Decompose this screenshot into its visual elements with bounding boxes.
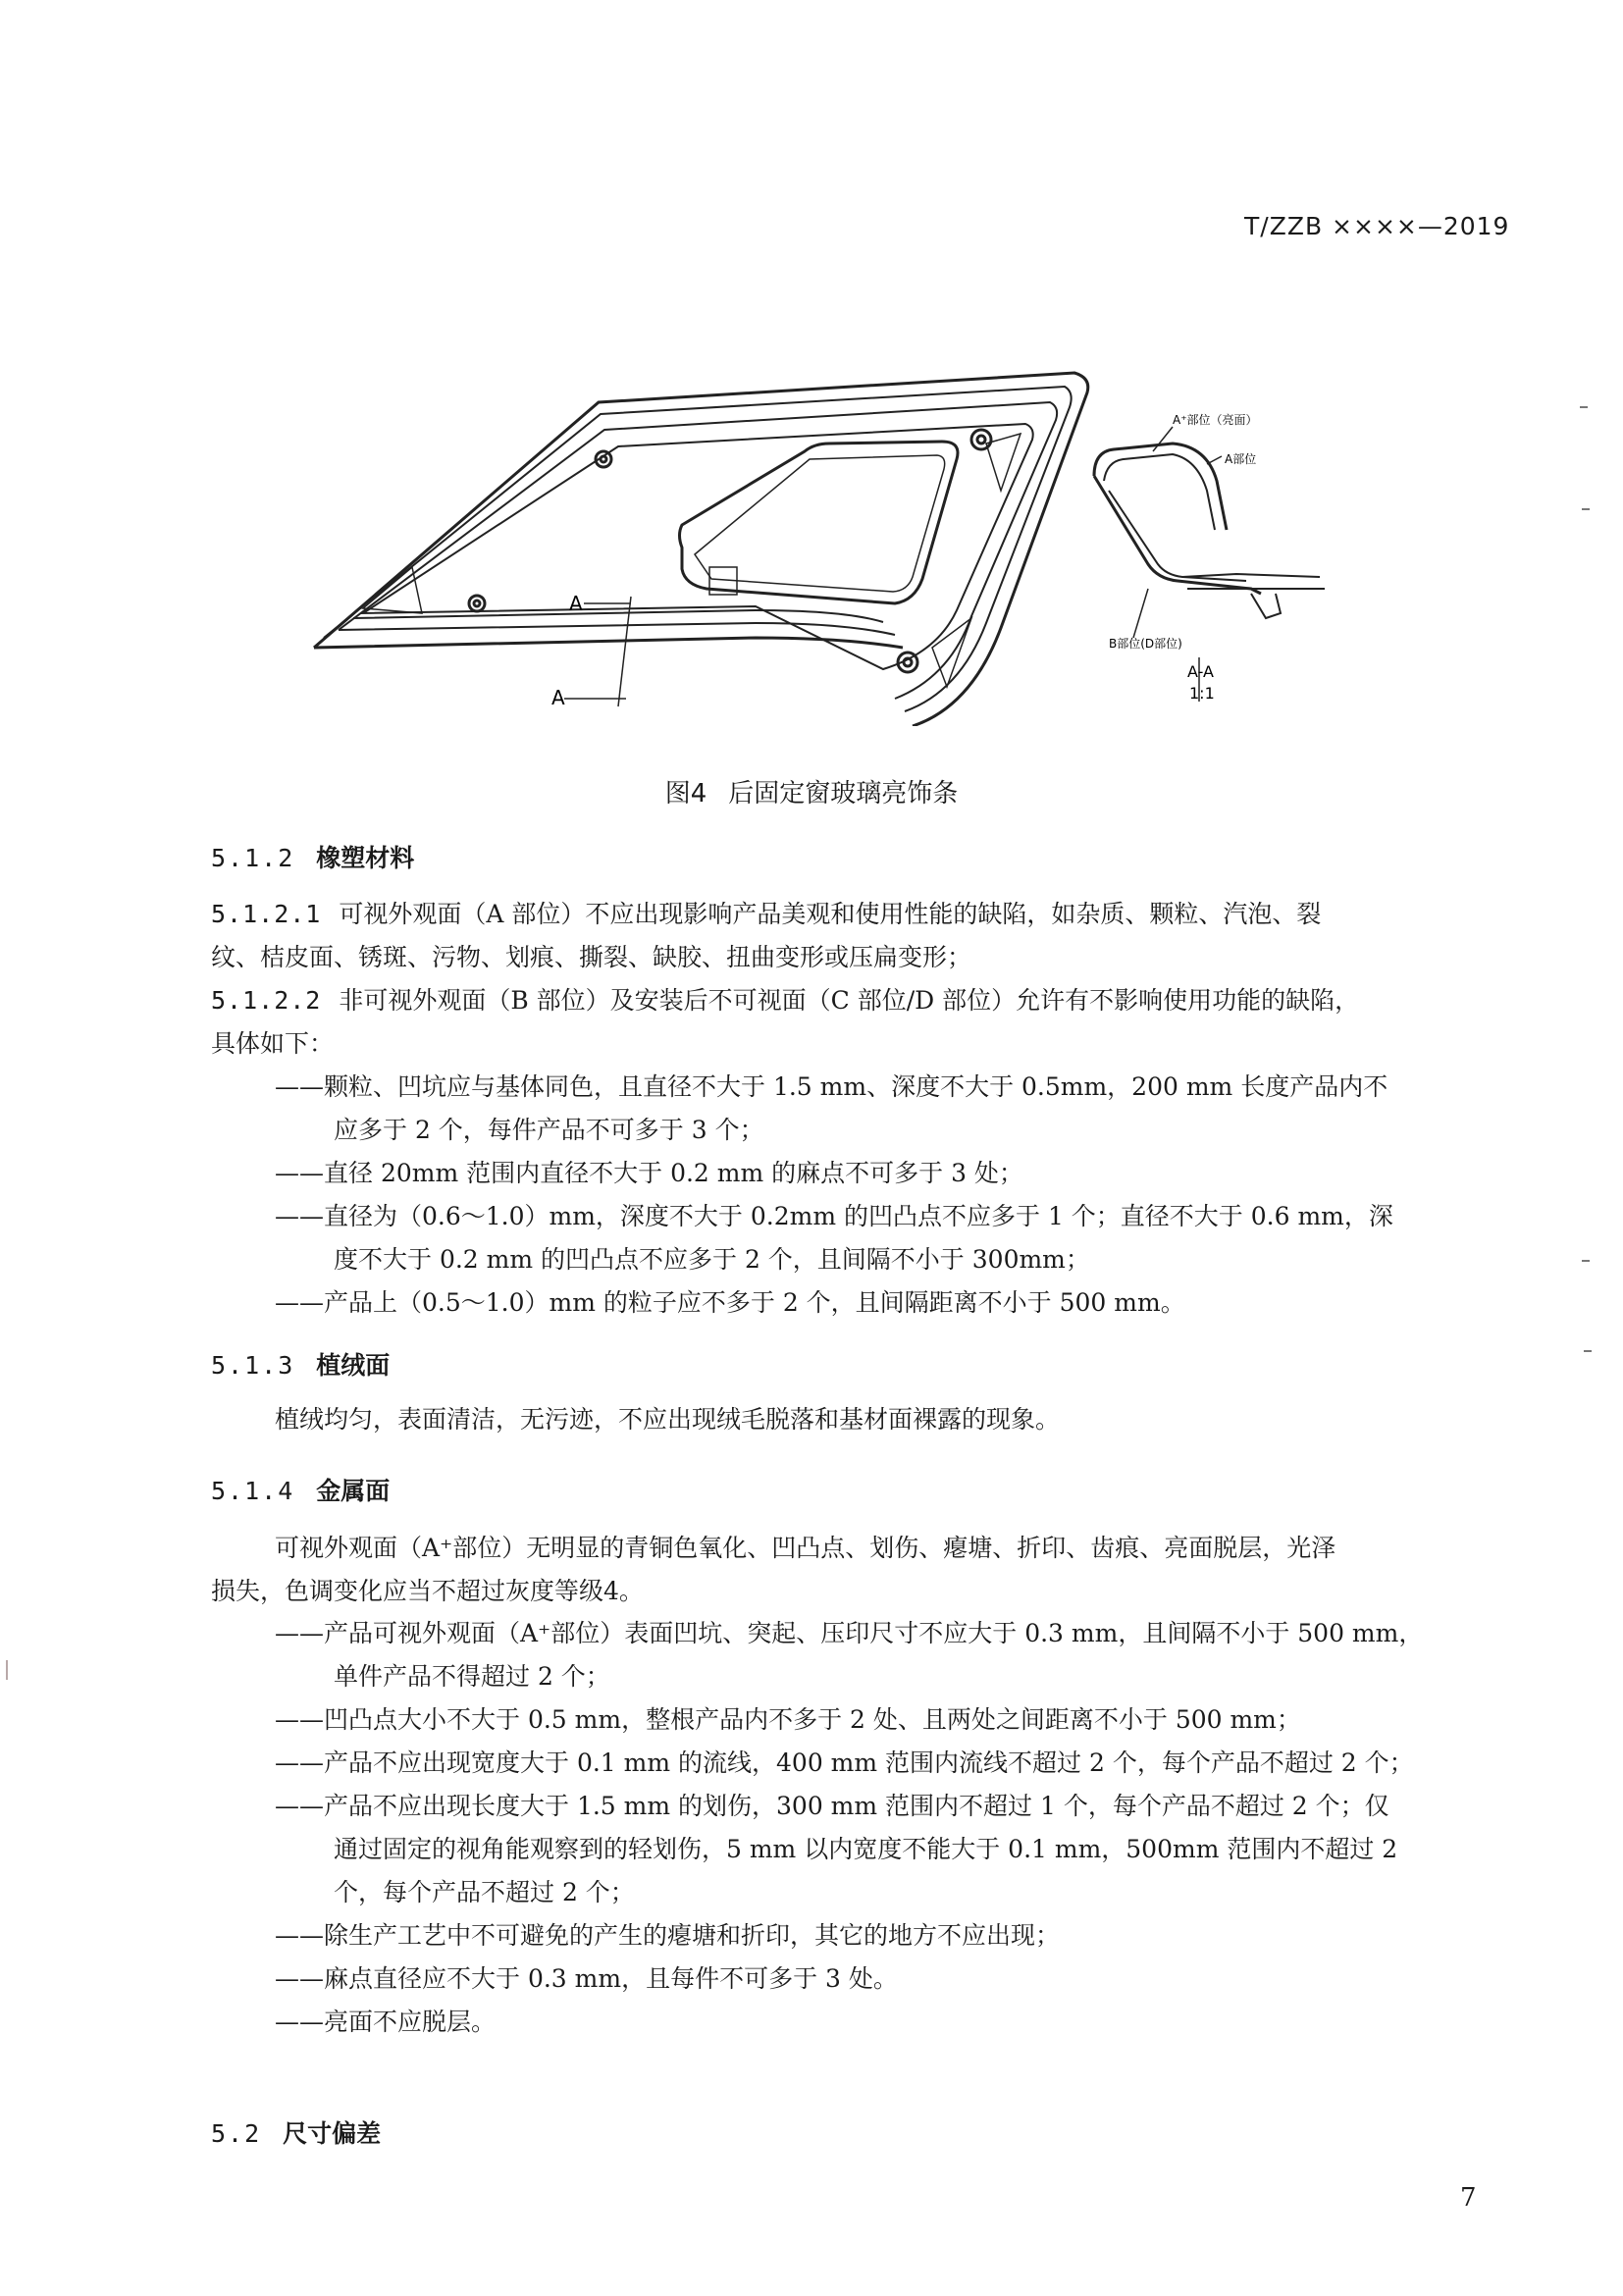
page-number: 7	[1460, 2183, 1477, 2213]
list-item: ——凹凸点大小不大于 0.5 mm，整根产品内不多于 2 处、且两处之间距离不小于 500 mm；	[275, 1705, 1301, 1734]
section-marker-a-bottom: A	[551, 686, 565, 709]
list-item: ——产品不应出现宽度大于 0.1 mm 的流线，400 mm 范围内流线不超过 2 个，每个产品不超过 2 个；	[275, 1748, 1414, 1777]
scale-label: 1:1	[1189, 684, 1215, 703]
figure-number: 图4	[664, 779, 707, 809]
list-item: ——产品上（0.5～1.0）mm 的粒子应不多于 2 个，且间隔距离不小于 500 mm。	[275, 1288, 1185, 1317]
list-item: ——直径 20mm 范围内直径不大于 0.2 mm 的麻点不可多于 3 处；	[275, 1159, 1023, 1187]
clause-5-1-2-2-list: ——颗粒、凹坑应与基体同色，且直径不大于 1.5 mm、深度不大于 0.5mm，200 mm 长度产品内不 应多于 2 个，每件产品不可多于 3 个； ——直径 20mm 范围内直径不大于 0.2 mm 的麻点不可多于 3 处； ——直径为（0.6～1.0）mm，深度不大于 0.2mm 的凹凸点不应多于 1 个；直径不大于 0.6 mm，深 度不大于 0.2 mm 的凹凸点不应多于 2 个，且间隔不小于 300mm； ——产品上（0.5～1.0）mm 的粒子应不多于 2 个，且间隔距离不小于 500 mm。	[275, 1066, 1393, 1325]
rear-window-trim-figure	[294, 353, 1423, 726]
label-b-zone: B部位(D部位)	[1109, 637, 1182, 651]
list-item: ——直径为（0.6～1.0）mm，深度不大于 0.2mm 的凹凸点不应多于 1 个；直径不大于 0.6 mm，深	[275, 1202, 1393, 1230]
document-code: T/ZZB ××××—2019	[1244, 212, 1510, 240]
scan-mark	[1580, 406, 1588, 408]
clause-5-1-4-text: 可视外观面（A⁺部位）无明显的青铜色氧化、凹凸点、划伤、瘪塘、折印、齿痕、亮面脱层，光泽 损失，色调变化应当不超过灰度等级4。	[211, 1534, 1336, 1605]
section-heading-5-1-3: 5.1.3 植绒面	[211, 1351, 391, 1380]
label-a-plus-zone: A⁺部位（亮面）	[1173, 413, 1258, 427]
section-heading-5-2: 5.2 尺寸偏差	[211, 2119, 382, 2148]
section-marker-a-top: A	[569, 592, 583, 615]
clause-5-1-2-1: 5.1.2.1 可视外观面（A 部位）不应出现影响产品美观和使用性能的缺陷，如杂质、颗粒、汽泡、裂 纹、桔皮面、锈斑、污物、划痕、撕裂、缺胶、扭曲变形或压扁变形； 5.1.2.2 非可视外观面（B 部位）及安装后不可视面（C 部位/D 部位）允许有不影响使用功能的缺陷， 具体如下：	[211, 900, 1360, 1058]
list-item: ——亮面不应脱层。	[275, 2008, 497, 2036]
clause-5-1-3-text: 植绒均匀，表面清洁，无污迹，不应出现绒毛脱落和基材面裸露的现象。	[275, 1405, 1061, 1434]
list-item: ——产品不应出现长度大于 1.5 mm 的划伤，300 mm 范围内不超过 1 个，每个产品不超过 2 个；仅	[275, 1792, 1389, 1820]
figure-title: 后固定窗玻璃亮饰条	[728, 779, 959, 809]
section-heading-5-1-4: 5.1.4 金属面	[211, 1477, 391, 1505]
list-item: ——颗粒、凹坑应与基体同色，且直径不大于 1.5 mm、深度不大于 0.5mm，200 mm 长度产品内不	[275, 1072, 1388, 1101]
scan-mark	[6, 1660, 8, 1680]
list-item: ——麻点直径应不大于 0.3 mm，且每件不可多于 3 处。	[275, 1964, 898, 1993]
clause-5-1-4-list: ——产品可视外观面（A⁺部位）表面凹坑、突起、压印尺寸不应大于 0.3 mm，且间隔不小于 500 mm， 单件产品不得超过 2 个； ——凹凸点大小不大于 0.5 mm，整根产品内不多于 2 处、且两处之间距离不小于 500 mm； ——产品不应出现宽度大于 0.1 mm 的流线，400 mm 范围内流线不超过 2 个，每个产品不超过 2 个； ——产品不应出现长度大于 1.5 mm 的划伤，300 mm 范围内不超过 1 个，每个产品不超过 2 个；仅 通过固定的视角能观察到的轻划伤，5 mm 以内宽度不能大于 0.1 mm，500mm 范围内不超过 2 个，每个产品不超过 2 个； ——除生产工艺中不可避免的产生的瘪塘和折印，其它的地方不应出现； ——麻点直径应不大于 0.3 mm，且每件不可多于 3 处。 ——亮面不应脱层。	[275, 1612, 1423, 2044]
scan-mark	[1582, 1260, 1590, 1262]
label-a-zone: A部位	[1225, 452, 1257, 466]
scan-mark	[1582, 508, 1590, 510]
section-heading-5-1-2: 5.1.2 橡塑材料	[211, 844, 415, 872]
list-item: ——产品可视外观面（A⁺部位）表面凹坑、突起、压印尺寸不应大于 0.3 mm，且间隔不小于 500 mm，	[275, 1619, 1424, 1647]
scan-mark	[1584, 1350, 1592, 1352]
list-item: ——除生产工艺中不可避免的产生的瘪塘和折印，其它的地方不应出现；	[275, 1921, 1061, 1950]
figure-caption	[0, 773, 1623, 809]
section-label: A-A	[1187, 662, 1214, 681]
